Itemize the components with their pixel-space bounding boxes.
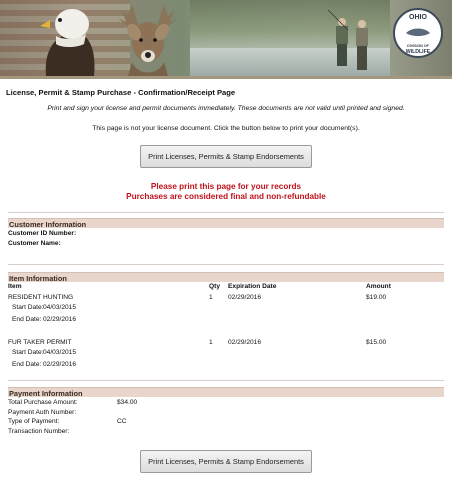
svg-text:WILDLIFE: WILDLIFE	[405, 49, 431, 55]
start-date-label: Start Date:	[12, 349, 44, 357]
divider	[8, 264, 444, 265]
total-amount-value: $34.00	[117, 399, 138, 407]
item-qty: 1	[209, 294, 213, 302]
non-refundable-notice: Purchases are considered final and non-refundable	[126, 192, 326, 201]
column-header-expiration: Expiration Date	[228, 283, 277, 291]
sign-instruction: Print and sign your license and permit documents immediately. These documents are not valid until printed and signed.	[47, 105, 405, 112]
item-end-date-row	[8, 316, 452, 326]
payment-type-label: Type of Payment:	[8, 418, 60, 426]
anglers-image	[320, 8, 380, 76]
divider	[8, 212, 444, 213]
item-list	[0, 294, 452, 371]
start-date-value: 04/03/2015	[43, 349, 77, 357]
column-header-item: Item	[8, 283, 22, 291]
item-start-date-row	[8, 349, 452, 359]
not-license-note: This page is not your license document. Click the button below to print your document(s).	[92, 125, 360, 132]
item-info-heading: Item Information	[8, 272, 444, 282]
item-amount: $19.00	[366, 294, 387, 302]
svg-text:DIVISION OF: DIVISION OF	[407, 44, 429, 48]
item-expiration: 02/29/2016	[228, 294, 262, 302]
end-date-label: End Date:	[12, 361, 42, 369]
bald-eagle-image	[38, 4, 102, 76]
header-banner	[0, 0, 452, 76]
svg-text:OHIO: OHIO	[409, 14, 427, 21]
end-date-value: 02/29/2016	[43, 361, 77, 369]
auth-number-row	[8, 409, 452, 419]
page-title: License, Permit & Stamp Purchase - Confirmation/Receipt Page	[6, 88, 236, 97]
total-amount-row	[8, 399, 452, 409]
customer-name-label: Customer Name:	[8, 239, 61, 247]
transaction-number-row	[8, 428, 452, 438]
table-row	[8, 339, 452, 349]
item-table-header	[8, 283, 452, 293]
item-amount: $15.00	[366, 339, 387, 347]
divider	[8, 380, 444, 381]
transaction-number-label: Transaction Number:	[8, 427, 70, 435]
print-documents-button-bottom[interactable]: Print Licenses, Permits & Stamp Endorsements	[140, 450, 312, 473]
start-date-value: 04/03/2015	[43, 304, 77, 312]
item-expiration: 02/29/2016	[228, 339, 262, 347]
payment-info-heading: Payment Information	[8, 387, 444, 397]
item-qty: 1	[209, 339, 213, 347]
column-header-qty: Qty	[209, 283, 220, 291]
ohio-division-of-wildlife-logo	[392, 5, 444, 65]
customer-id-label: Customer ID Number:	[8, 230, 77, 237]
item-name: RESIDENT HUNTING	[8, 294, 74, 302]
column-header-amount: Amount	[366, 283, 391, 291]
deer-image	[104, 0, 192, 76]
end-date-value: 02/29/2016	[43, 316, 77, 324]
customer-id-row	[8, 230, 452, 240]
payment-type-row	[8, 418, 452, 428]
table-row	[8, 294, 452, 304]
start-date-label: Start Date:	[12, 304, 44, 312]
item-end-date-row	[8, 361, 452, 371]
auth-number-label: Payment Auth Number:	[8, 408, 77, 416]
customer-name-row	[8, 240, 452, 250]
total-amount-label: Total Purchase Amount:	[8, 399, 78, 407]
item-start-date-row	[8, 304, 452, 314]
item-name: FUR TAKER PERMIT	[8, 339, 72, 347]
print-documents-button-top[interactable]: Print Licenses, Permits & Stamp Endorsements	[140, 145, 312, 168]
payment-type-value: CC	[117, 418, 127, 426]
customer-info-heading: Customer Information	[8, 218, 444, 228]
print-records-notice: Please print this page for your records	[150, 182, 302, 191]
end-date-label: End Date:	[12, 316, 42, 324]
